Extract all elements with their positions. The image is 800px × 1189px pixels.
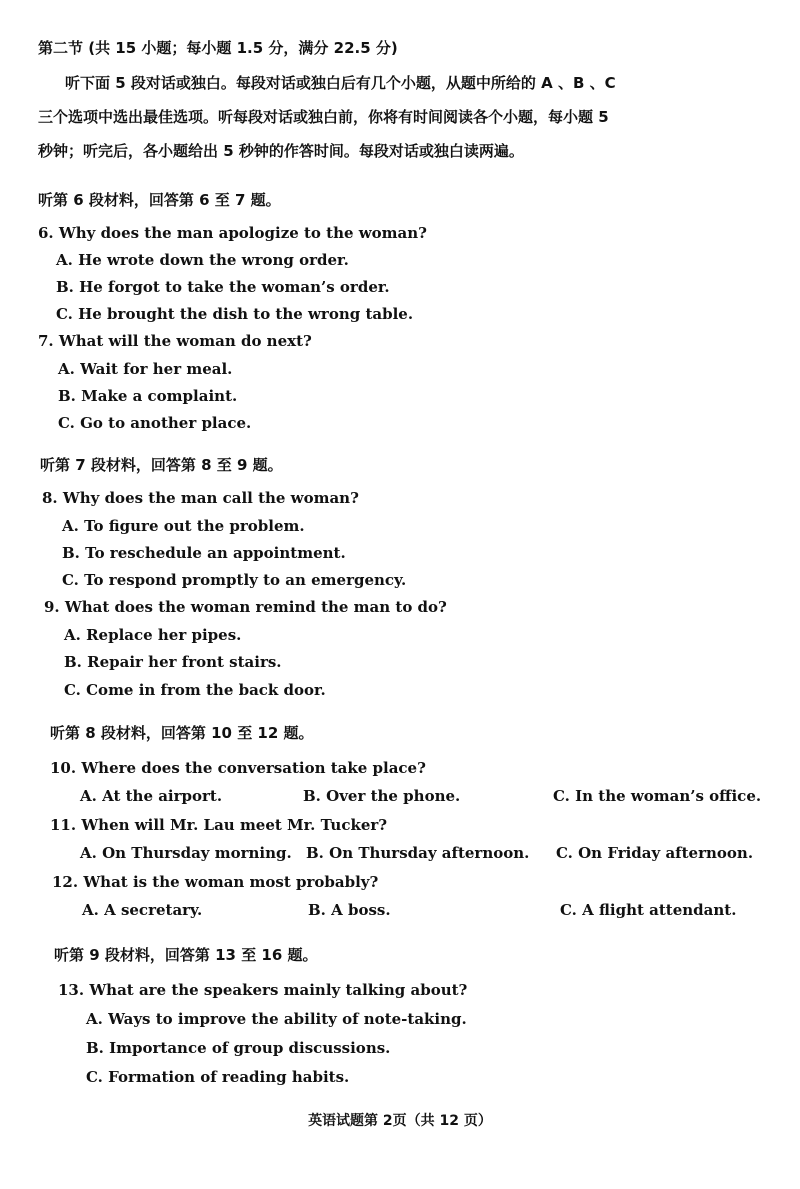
option-a: A. Ways to improve the ability of note-taking. [86,1010,467,1028]
section-title: 第二节 (共 15 小题；每小题 1.5 分，满分 22.5 分) [38,39,398,57]
option-c: C. Formation of reading habits. [86,1068,350,1086]
question-stem: 9. What does the woman remind the man to do? [44,598,447,616]
option-a: A. A secretary. [82,901,203,919]
option-b: B. A boss. [308,901,391,919]
group-heading: 听第 8 段材料，回答第 10 至 12 题。 [50,724,314,742]
question-stem: 6. Why does the man apologize to the woman? [38,224,427,242]
option-a: A. Replace her pipes. [64,626,242,644]
option-c: C. In the woman’s office. [553,787,762,805]
option-c: C. A flight attendant. [560,901,737,919]
option-b: B. On Thursday afternoon. [306,844,530,862]
instructions-line-1: 听下面 5 段对话或独白。每段对话或独白后有几个小题，从题中所给的 A 、B 、C [65,74,616,92]
option-a: A. Wait for her meal. [58,360,233,378]
group-heading: 听第 9 段材料，回答第 13 至 16 题。 [54,946,318,964]
question-stem: 10. Where does the conversation take place? [50,759,426,777]
instructions-line-3: 秒钟；听完后，各小题给出 5 秒钟的作答时间。每段对话或独白读两遍。 [38,142,524,160]
question-stem: 8. Why does the man call the woman? [42,489,359,507]
option-a: A. To figure out the problem. [62,517,305,535]
question-stem: 12. What is the woman most probably? [52,873,379,891]
instructions-line-2: 三个选项中选出最佳选项。听每段对话或独白前，你将有时间阅读各个小题，每小题 5 [38,108,609,126]
option-c: C. Go to another place. [58,414,252,432]
option-b: B. Make a complaint. [58,387,238,405]
option-a: A. He wrote down the wrong order. [56,251,349,269]
question-stem: 13. What are the speakers mainly talking about? [58,981,468,999]
group-heading: 听第 6 段材料，回答第 6 至 7 题。 [38,191,281,209]
question-stem: 11. When will Mr. Lau meet Mr. Tucker? [50,816,388,834]
option-b: B. Over the phone. [303,787,461,805]
question-stem: 7. What will the woman do next? [38,332,312,350]
page-footer: 英语试题第 2页（共 12 页） [308,1113,492,1129]
option-c: C. Come in from the back door. [64,681,326,699]
option-a: A. On Thursday morning. [80,844,292,862]
option-b: B. Importance of group discussions. [86,1039,391,1057]
option-b: B. To reschedule an appointment. [62,544,346,562]
option-b: B. He forgot to take the woman’s order. [56,278,390,296]
option-c: C. He brought the dish to the wrong table. [56,305,414,323]
group-heading: 听第 7 段材料，回答第 8 至 9 题。 [40,456,283,474]
option-a: A. At the airport. [80,787,223,805]
option-c: C. To respond promptly to an emergency. [62,571,407,589]
option-c: C. On Friday afternoon. [556,844,754,862]
option-b: B. Repair her front stairs. [64,653,282,671]
